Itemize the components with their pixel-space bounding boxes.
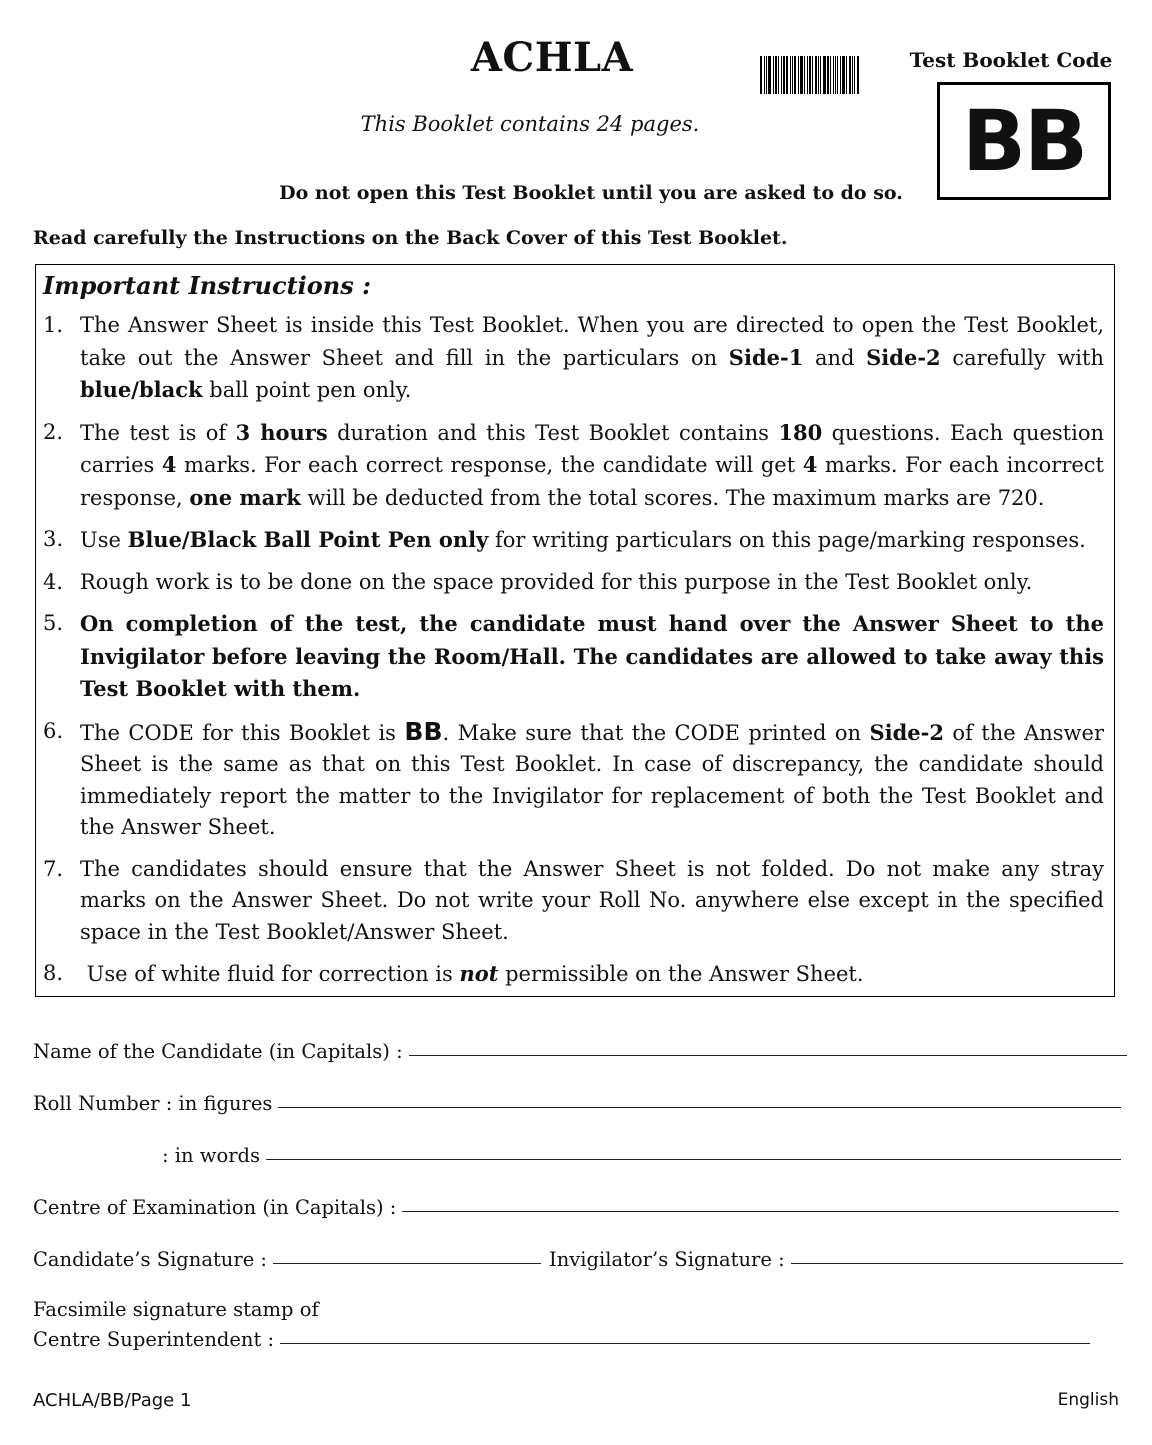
instruction-text: On completion of the test, the candidate must hand over the Answer Sheet to the Invigilator before leaving the Room/Hall. The candidates are allowed to take away this Test Booklet with them. bbox=[80, 611, 1104, 701]
superintendent-field[interactable] bbox=[33, 1328, 1090, 1351]
instructions-heading: Important Instructions : bbox=[43, 271, 371, 300]
invigilator-signature-label: Invigilator’s Signature : bbox=[549, 1248, 785, 1271]
roll-figures-field[interactable] bbox=[33, 1092, 1121, 1115]
centre-field[interactable] bbox=[33, 1196, 1119, 1219]
roll-words-field[interactable] bbox=[162, 1144, 1121, 1167]
instruction-number: 5. bbox=[43, 611, 64, 635]
do-not-open-notice: Do not open this Test Booklet until you are asked to do so. bbox=[279, 182, 903, 204]
instruction-text: The CODE for this Booklet is BB. Make sure that the CODE printed on Side-2 of the Answer Sheet is the same as that on this Test Booklet. In case of discrepancy, the candidate should immediately report the matter to the Invigilator for replacement of both the Test Booklet and the Answer Sheet. bbox=[80, 716, 1104, 839]
instruction-number: 6. bbox=[43, 718, 64, 743]
invigilator-signature-line[interactable] bbox=[791, 1263, 1123, 1264]
instruction-text: Use Blue/Black Ball Point Pen only for writing particulars on this page/marking responses. bbox=[80, 527, 1086, 552]
roll-figures-line[interactable] bbox=[278, 1107, 1121, 1108]
instructions-list bbox=[43, 310, 1104, 1001]
instruction-number: 8. bbox=[43, 961, 64, 985]
read-carefully-notice: Read carefully the Instructions on the Back Cover of this Test Booklet. bbox=[33, 227, 788, 249]
instruction-text: Use of white fluid for correction is not permissible on the Answer Sheet. bbox=[80, 961, 864, 986]
facsimile-label-2: Centre Superintendent : bbox=[33, 1328, 275, 1351]
instruction-item bbox=[43, 608, 1104, 706]
candidate-name-line[interactable] bbox=[409, 1055, 1127, 1056]
centre-label: Centre of Examination (in Capitals) : bbox=[33, 1196, 397, 1219]
instruction-text: The test is of 3 hours duration and this Test Booklet contains 180 questions. Each question carries 4 marks. For each correct response, the candidate will get 4 marks. For each incorrect response, one mark will be deducted from the total scores. The maximum marks are 720. bbox=[80, 419, 1105, 510]
candidate-name-label: Name of the Candidate (in Capitals) : bbox=[33, 1040, 403, 1063]
roll-words-label: : in words bbox=[162, 1144, 261, 1167]
instruction-text: The Answer Sheet is inside this Test Booklet. When you are directed to open the Test Booklet, take out the Answer Sheet and fill in the particulars on Side-1 and Side-2 carefully with blue/black ball point pen only. bbox=[80, 313, 1104, 402]
instruction-number: 3. bbox=[43, 527, 64, 551]
candidate-signature-line[interactable] bbox=[273, 1263, 541, 1264]
facsimile-label-1: Facsimile signature stamp of bbox=[33, 1298, 319, 1321]
booklet-title: ACHLA bbox=[470, 34, 634, 81]
candidate-name-field[interactable] bbox=[33, 1040, 1127, 1063]
pages-count-text: This Booklet contains 24 pages. bbox=[360, 112, 700, 136]
instruction-item bbox=[43, 958, 1104, 991]
instructions-box bbox=[35, 264, 1115, 997]
barcode-icon bbox=[760, 56, 860, 94]
instruction-item bbox=[43, 567, 1104, 599]
roll-figures-label: Roll Number : in figures bbox=[33, 1092, 273, 1115]
superintendent-line[interactable] bbox=[280, 1343, 1090, 1344]
instruction-item bbox=[43, 716, 1104, 844]
instruction-item bbox=[43, 854, 1104, 949]
test-booklet-code-label: Test Booklet Code bbox=[909, 48, 1113, 72]
instruction-text: Rough work is to be done on the space provided for this purpose in the Test Booklet only. bbox=[80, 569, 1033, 594]
instruction-number: 7. bbox=[43, 856, 64, 881]
signatures-row bbox=[33, 1248, 1123, 1271]
facsimile-label-line1 bbox=[33, 1298, 319, 1321]
instruction-text: The candidates should ensure that the Answer Sheet is not folded. Do not make any stray marks on the Answer Sheet. Do not write your Roll No. anywhere else except in the specified space in the Test Booklet/Answer Sheet. bbox=[80, 856, 1104, 944]
roll-words-line[interactable] bbox=[266, 1159, 1121, 1160]
instruction-number: 1. bbox=[43, 313, 64, 337]
language-label: English bbox=[1057, 1390, 1119, 1410]
instruction-item bbox=[43, 310, 1104, 407]
instruction-number: 2. bbox=[43, 419, 64, 444]
instruction-item bbox=[43, 524, 1104, 557]
instruction-item bbox=[43, 417, 1104, 515]
centre-line[interactable] bbox=[402, 1211, 1119, 1212]
test-booklet-code-box: BB bbox=[937, 82, 1111, 200]
candidate-signature-label: Candidate’s Signature : bbox=[33, 1248, 267, 1271]
page-reference: ACHLA/BB/Page 1 bbox=[33, 1390, 192, 1411]
instruction-number: 4. bbox=[43, 569, 64, 594]
